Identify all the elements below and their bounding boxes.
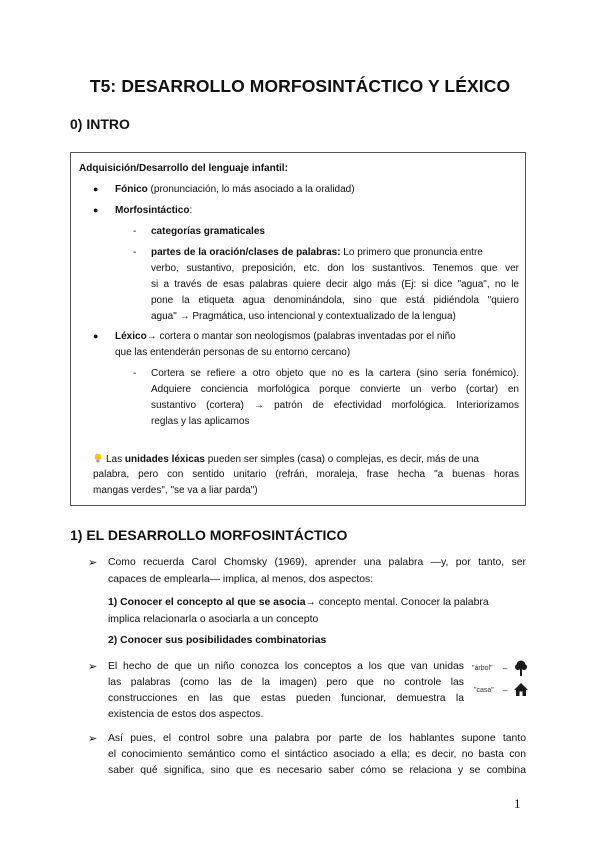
cortera-line-2: Adquiere conciencia morfológica porque convierte un verbo (cortar) en [151, 384, 519, 395]
fonico-term: Fónico [115, 184, 148, 195]
tree-icon [514, 660, 528, 681]
words-concepts-image [472, 660, 532, 704]
dash-marker: – [503, 686, 508, 695]
note-line-3: mangas verdes", "se va a liar parda") [93, 485, 258, 496]
intro-heading: 0) INTRO [70, 116, 130, 132]
arrow-bullet-icon: ➢ [88, 733, 98, 745]
fonico-item [115, 183, 355, 196]
dash-marker: - [133, 368, 137, 379]
p3-line-2: el conocimiento semántico como el sintáctico asociado a ella; es decir, no basta con [108, 749, 526, 760]
partes-term: partes de la oración/clases de palabras: [151, 247, 341, 258]
p2-line-3: construcciones en las que estas pueden funcionar, demuestra la [108, 693, 464, 704]
note-line-1 [93, 452, 479, 466]
arrow-bullet-icon: ➢ [88, 557, 98, 569]
point1-line-1 [108, 596, 526, 610]
cortera-line-3: sustantivo (cortera) → patrón de efectividad morfológica. Interiorizamos [151, 400, 519, 411]
bullet-icon: ● [93, 331, 99, 341]
box-heading: Adquisición/Desarrollo del lenguaje infantil: [79, 163, 288, 174]
word-arbol: "árbol" [472, 665, 493, 672]
bullet-icon: ● [93, 184, 99, 194]
partes-line-2: verbo, sustantivo, preposición, etc. don los sustantivos. Tenemos que ver [151, 263, 519, 274]
partes-line-5: agua" → Pragmática, uso intencional y contextualizado de la lengua) [151, 311, 456, 322]
cortera-line-4: reglas y las aplicamos [151, 416, 250, 427]
lexico-line-1 [115, 330, 519, 343]
lexico-text-1: → cortera o mantar son neologismos (palabras inventadas por el niño [146, 331, 456, 342]
note-line-2: palabra, pero con sentido unitario (refrán, moraleja, frase hecha "a buenas horas [93, 469, 519, 480]
note-text-1: pueden ser simples (casa) o complejas, es decir, más de una [204, 454, 479, 465]
p3-line-1: Así pues, el control sobre una palabra por parte de los hablantes supone tanto [108, 733, 526, 744]
cortera-line-1: Cortera se refiere a otro objeto que no es la cartera (sino sería fonémico). [151, 368, 519, 379]
house-icon [513, 682, 529, 702]
bullet-icon: ● [93, 205, 99, 215]
point2: 2) Conocer sus posibilidades combinatorias [108, 635, 327, 646]
word-casa: "casa" [474, 687, 494, 694]
lexico-term: Léxico [115, 331, 147, 342]
categorias-item: categorías gramaticales [151, 226, 265, 237]
note-term: unidades léxicas [124, 454, 205, 465]
partes-line-3: si a través de esas palabras quiere decir algo más (Ej: si dice "agua", no le [151, 279, 519, 290]
partes-line-1 [151, 246, 483, 259]
p2-line-4: existencia de estos dos aspectos. [108, 709, 264, 720]
p1-line-2: capaces de emplearla— implica, al menos, dos aspectos: [108, 574, 374, 585]
dash-marker: – [503, 664, 508, 673]
note-pre: Las [106, 454, 125, 465]
morfo-text: : [189, 205, 193, 216]
dash-marker: - [133, 247, 137, 258]
p3-line-3: saber qué significa, sino que es necesario saber cómo se relaciona y se combina [108, 765, 526, 776]
morfo-term: Morfosintáctico [115, 205, 190, 216]
p1-line-1: Como recuerda Carol Chomsky (1969), aprender una palabra —y, por tanto, ser [108, 557, 526, 568]
dash-marker: - [133, 226, 137, 237]
fonico-text: (pronunciación, lo más asociado a la oralidad) [147, 184, 355, 195]
intro-box [70, 152, 526, 506]
lightbulb-icon [93, 453, 103, 463]
point1-line-2: implica relacionarla o asociarla a un concepto [108, 614, 319, 625]
page-number: 1 [514, 796, 521, 811]
lexico-line-2: que las entenderán personas de su entorno cercano) [115, 347, 351, 358]
point1-text-1: → concepto mental. Conocer la palabra [305, 597, 489, 608]
p2-line-2: las palabras (como las de la imagen) pero que no controle las [108, 677, 464, 688]
partes-text-1: Lo primero que pronuncia entre [340, 247, 483, 258]
point1-term: 1) Conocer el concepto al que se asocia [108, 597, 306, 608]
arrow-bullet-icon: ➢ [88, 661, 98, 673]
section1-heading: 1) EL DESARROLLO MORFOSINTÁCTICO [70, 527, 348, 543]
document-title: T5: DESARROLLO MORFOSINTÁCTICO Y LÉXICO [89, 76, 511, 96]
morfo-item [115, 204, 192, 217]
partes-line-4: pone la etiqueta agua denominándola, sino que está pidiéndola "quiero [151, 295, 519, 306]
p2-line-1: El hecho de que un niño conozca los conceptos a los que van unidas [108, 661, 464, 672]
